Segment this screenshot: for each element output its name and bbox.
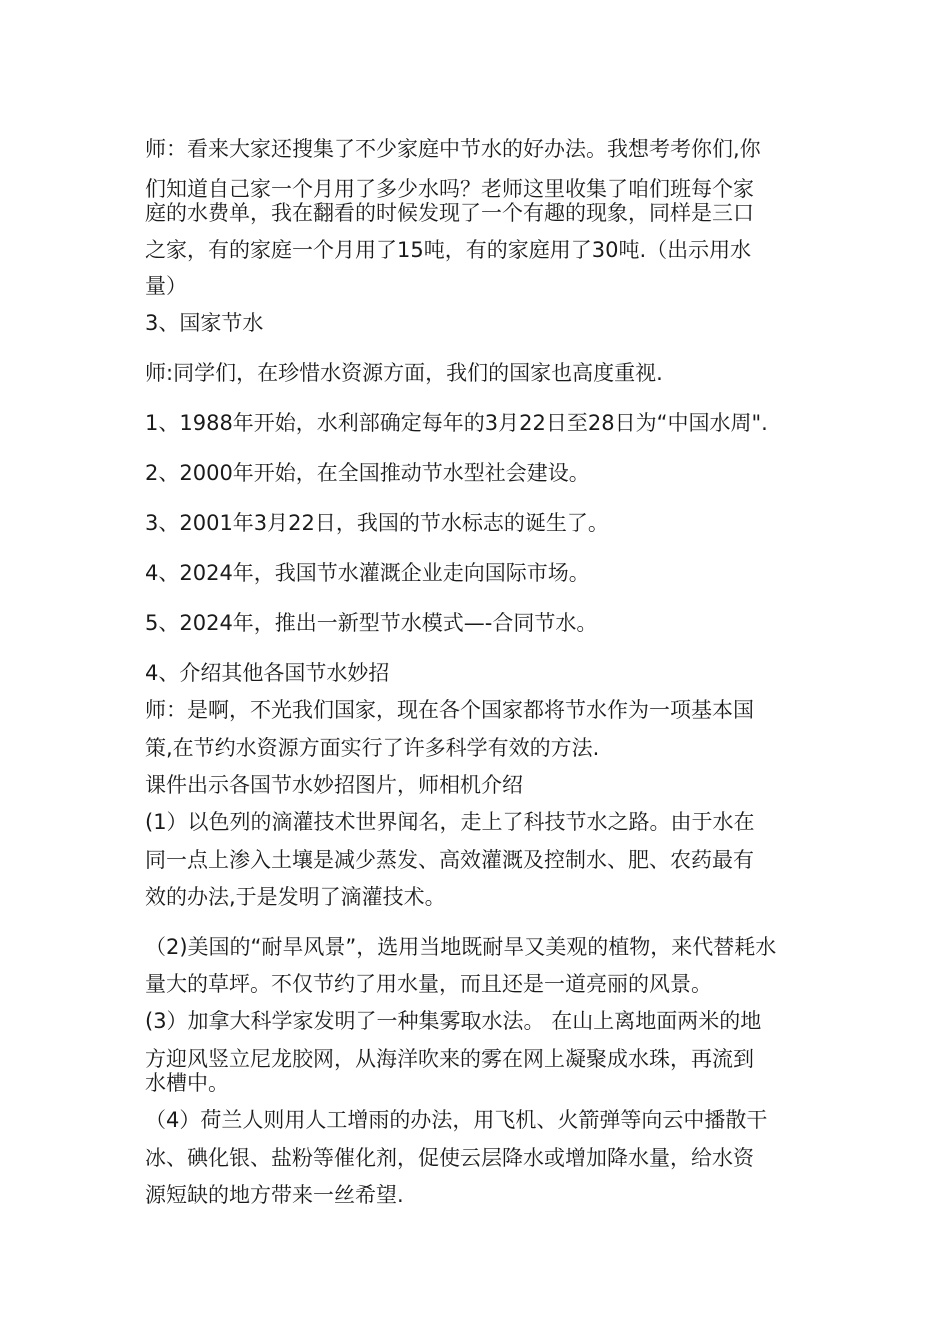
text-line: 效的办法,于是发明了滴灌技术。 (145, 885, 446, 909)
text-line: 庭的水费单，我在翻看的时候发现了一个有趣的现象，同样是三口 (145, 201, 754, 225)
list-item: 5、2024年，推出一新型节水模式—-合同节水。 (145, 611, 598, 635)
text-line: 量） (145, 274, 187, 298)
text-line: 师:同学们，在珍惜水资源方面，我们的国家也高度重视. (145, 361, 663, 385)
text-line: 方迎风竖立尼龙胶网，从海洋吹来的雾在网上凝聚成水珠，再流到 (145, 1047, 754, 1071)
text-line: 水槽中。 (145, 1071, 229, 1095)
text-line: 课件出示各国节水妙招图片，师相机介绍 (145, 773, 523, 797)
text-line: (3）加拿大科学家发明了一种集雾取水法。 在山上离地面两米的地 (145, 1009, 762, 1033)
list-item: 1、1988年开始，水利部确定每年的3月22日至28日为“中国水周". (145, 411, 768, 435)
section-heading: 4、介绍其他各国节水妙招 (145, 661, 390, 685)
list-item: 2、2000年开始，在全国推动节水型社会建设。 (145, 461, 590, 485)
text-line: (1）以色列的滴灌技术世界闻名，走上了科技节水之路。由于水在 (145, 810, 755, 834)
list-item: 4、2024年，我国节水灌溉企业走向国际市场。 (145, 561, 590, 585)
text-line: 们知道自己家一个月用了多少水吗？老师这里收集了咱们班每个家 (145, 177, 754, 201)
text-line: 量大的草坪。不仅节约了用水量，而且还是一道亮丽的风景。 (145, 972, 712, 996)
list-item: 3、2001年3月22日，我国的节水标志的诞生了。 (145, 511, 609, 535)
section-heading: 3、国家节水 (145, 311, 264, 335)
text-line: （4）荷兰人则用人工增雨的办法，用飞机、火箭弹等向云中播散干 (145, 1108, 768, 1132)
text-line: （2)美国的“耐旱风景”，选用当地既耐旱又美观的植物，来代替耗水 (145, 935, 777, 959)
text-line: 师：看来大家还搜集了不少家庭中节水的好办法。我想考考你们,你 (145, 137, 761, 161)
text-line: 之家，有的家庭一个月用了15吨，有的家庭用了30吨.（出示用水 (145, 238, 752, 262)
text-line: 策,在节约水资源方面实行了许多科学有效的方法. (145, 736, 600, 760)
text-line: 同一点上渗入土壤是减少蒸发、高效灌溉及控制水、肥、农药最有 (145, 848, 754, 872)
text-line: 冰、碘化银、盐粉等催化剂，促使云层降水或增加降水量，给水资 (145, 1146, 754, 1170)
text-line: 师：是啊，不光我们国家，现在各个国家都将节水作为一项基本国 (145, 698, 754, 722)
text-line: 源短缺的地方带来一丝希望. (145, 1183, 404, 1207)
